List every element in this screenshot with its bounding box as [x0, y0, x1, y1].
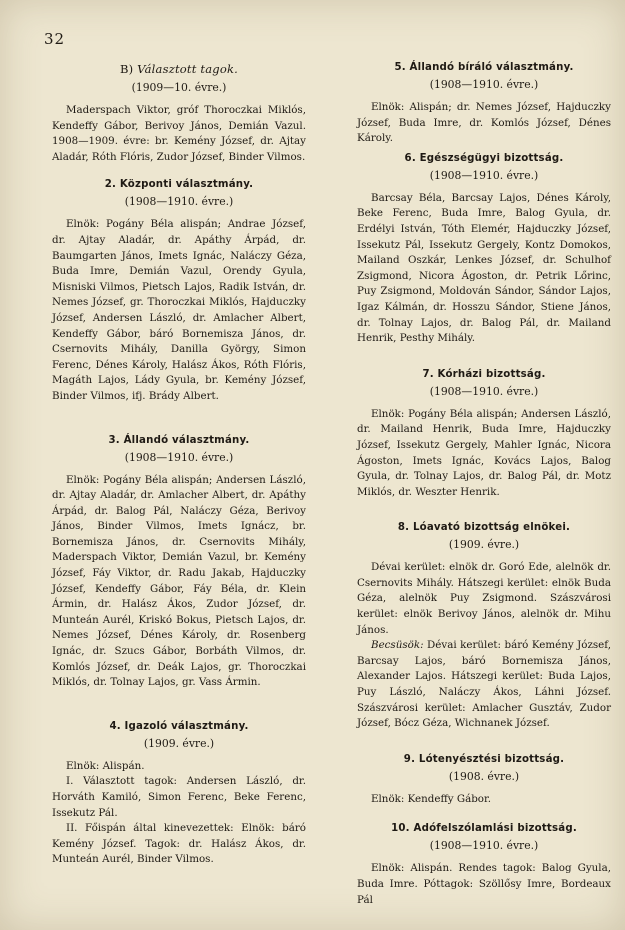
section-title: 5. Állandó bíráló választmány.: [394, 62, 574, 73]
section-period: (1908—1910. évre.): [429, 384, 539, 398]
right-column: [357, 62, 611, 908]
section-heading: [52, 62, 306, 76]
section-title: Választott tagok.: [137, 62, 239, 76]
section-title: 9. Lótenyésztési bizottság.: [403, 753, 565, 765]
section-period: (1909. évre.): [143, 736, 215, 750]
section-label: B): [119, 62, 134, 76]
section-period: (1908—1910. évre.): [429, 839, 539, 853]
section-horse-inspection-committee: [357, 522, 611, 732]
section-period: (1908. évre.): [448, 769, 520, 783]
section-period: (1908—1910. évre.): [429, 168, 539, 182]
section-title: 2. Központi választmány.: [104, 179, 254, 191]
section-period: (1908—1910. évre.): [124, 450, 234, 464]
section-period: (1909. évre.): [448, 538, 520, 552]
section-title: 4. Igazoló választmány.: [109, 720, 249, 732]
page-number: 32: [44, 30, 66, 48]
section-text: Elnök: Alispán. Rendes tagok: Balog Gyula, Buda Imre. Póttagok: Szöllősy Imre, Bordeaux Pál: [357, 862, 611, 906]
section-text: Elnök: Pogány Béla alispán; Andrae József, dr. Ajtay Aladár, dr. Apáthy Árpád, dr. Baumgarten János, Imets Ignác, Naláczy Géza, Buda Imre, Demián Vazul, Orendy Gyula, Misniski Vilmos, Pietsch Lajos, Radik István, dr. Nemes József, gr. Thoroczkai Miklós, Hajduczky József, Andersen László, dr. Amlacher Albert, Kendeffy Gábor, báró Bornemisza János, dr. Csernovits Mihály, Danilla György, Simon Ferenc, Dénes Károly, Halász Ákos, Róth Flóris, Magáth Lajos, Lády Gyula, br. Kemény József, Binder Vilmos, ifj. Brády Albert.: [52, 218, 306, 402]
section-text-appointed: II. Főispán által kinevezettek: Elnök: báró Kemény József. Tagok: dr. Halász Ákos, dr. Munteán Aurél, Binder Vilmos.: [52, 822, 306, 866]
section-horse-breeding-committee: [357, 754, 611, 808]
section-text-appraisers: [357, 638, 611, 732]
section-title: 7. Kórházi bizottság.: [422, 368, 546, 380]
section-central-committee: [52, 179, 306, 404]
section-review-committee: [357, 62, 611, 147]
section-text: Elnök: Kendeffy Gábor.: [371, 792, 492, 805]
section-b-elected-members: [52, 62, 306, 165]
section-tax-appeal-committee: [357, 823, 611, 908]
section-standing-committee: [52, 435, 306, 691]
section-title: 6. Egészségügyi bizottság.: [404, 152, 564, 164]
section-title: 10. Adófelszólamlási bizottság.: [391, 823, 577, 835]
section-text: Barcsay Béla, Barcsay Lajos, Dénes Károly, Beke Ferenc, Buda Imre, Balog Gyula, dr. Erdélyi István, Tóth Elemér, Hajduczky József, Issekutz Pál, Issekutz Gergely, Kontz Domokos, Mailand Oszkár, Lenkes József, dr. Schulhof Zsigmond, Nicora Ágoston, dr. Petrik Lőrinc, Puy Zsigmond, Moldován Sándor, Sándor Lajos, Igaz Kálmán, dr. Hosszu Sándor, Stiene János, dr. Tolnay Lajos, dr. Balog Pál, dr. Mailand Henrik, Pesthy Mihály.: [357, 191, 611, 345]
section-hospital-committee: [357, 369, 611, 501]
appraisers-text: Dévai kerület: báró Kemény József, Barcsay Lajos, báró Bornemisza János, Alexander Lajos. Hátszegi kerület: Buda Lajos, Puy László, Naláczy Ákos, Láhni József. Szászvárosi kerület: Amlacher Gusztáv, Zudor József, Bócz Géza, Wichnanek József.: [357, 639, 611, 730]
section-text-elected: I. Választott tagok: Andersen László, dr. Horváth Kamiló, Simon Ferenc, Beke Ferenc, Issekutz Pál.: [52, 775, 306, 819]
section-period: (1908—1910. évre.): [429, 78, 539, 91]
section-text: Elnök: Pogány Béla alispán; Andersen László, dr. Mailand Henrik, Buda Imre, Hajduczky József, Issekutz Gergely, Mahler Ignác, Nicora Ágoston, Imets Ignác, Kovács Lajos, Balog Gyula, dr. Tolnay Lajos, dr. Balog Pál, dr. Motz Miklós, dr. Weszter Henrik.: [357, 407, 611, 498]
section-text: Elnök: Alispán; dr. Nemes József, Hajduczky József, Buda Imre, dr. Komlós József, Dénes Károly.: [357, 101, 611, 145]
section-text-districts: Dévai kerület: elnök dr. Goró Ede, alelnök dr. Csernovits Mihály. Hátszegi kerület: elnök Buda Géza, alelnök Puy Zsigmond. Szászvárosi kerület: elnök Berivoy János, alelnök dr. Mihu János.: [357, 561, 611, 636]
section-verification-committee: [52, 721, 306, 868]
section-title: 3. Állandó választmány.: [108, 434, 250, 446]
section-period: (1909—10. évre.): [131, 81, 227, 94]
section-health-committee: [357, 153, 611, 347]
section-text-chair: Elnök: Alispán.: [66, 759, 145, 772]
left-column: [52, 62, 306, 868]
section-period: (1908—1910. évre.): [124, 195, 234, 209]
section-text: Elnök: Pogány Béla alispán; Andersen László, dr. Ajtay Aladár, dr. Amlacher Albert, dr. Apáthy Árpád, dr. Balog Pál, Naláczy Géza, Berivoy János, Binder Vilmos, Imets Ignácz, br. Bornemisza János, dr. Csernovits Mihály, Maderspach Viktor, Demián Vazul, br. Kemény József, Fáy Viktor, dr. Radu Jakab, Hajduczky József, Kendeffy Gábor, Fáy Béla, dr. Klein Ármin, dr. Halász Ákos, Zudor József, dr. Munteán Aurél, Kriskó Bokus, Pietsch Lajos, dr. Nemes József, Dénes Károly, dr. Rosenberg Ignác, dr. Szucs Gábor, Borbáth Vilmos, dr. Komlós József, dr. Deák Lajos, gr. Thoroczkai Miklós, dr. Tolnay Lajos, gr. Vass Ármin.: [52, 473, 306, 689]
appraisers-label: Becsüsök:: [371, 639, 424, 652]
section-text: Maderspach Viktor, gróf Thoroczkai Miklós, Kendeffy Gábor, Berivoy János, Demián Vazul. 1908—1909. évre: br. Kemény József, dr. Ajtay Aladár, Róth Flóris, Zudor József, Binder Vilmos.: [52, 104, 306, 163]
section-title: 8. Lóavató bizottság elnökei.: [397, 522, 571, 534]
